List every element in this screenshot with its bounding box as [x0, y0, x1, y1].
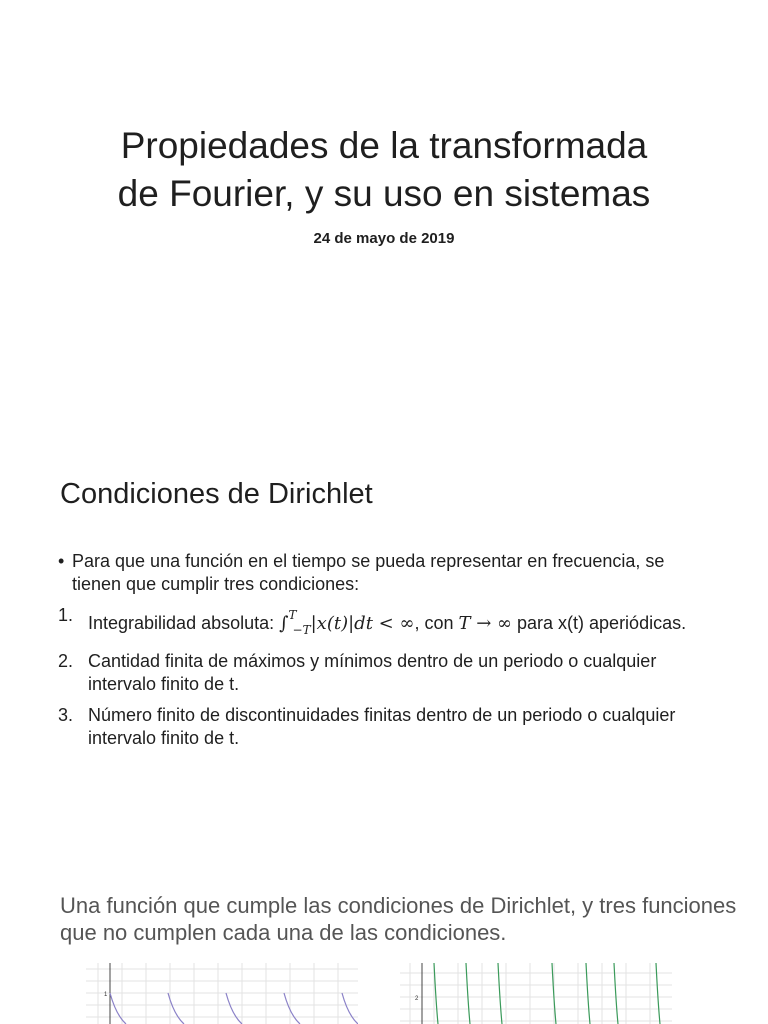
- plot-left-svg: [86, 963, 358, 1024]
- condition-3-number: 3.: [58, 705, 74, 725]
- condition-2: [58, 650, 718, 696]
- plot-right-curve-1: [434, 963, 438, 1024]
- limit-expression: T → ∞: [458, 613, 513, 634]
- examples-caption: Una función que cumple las condiciones de Dirichlet, y tres funciones que no cumplen cada una de las condiciones.: [60, 893, 737, 945]
- condition-3-text: Número finito de discontinuidades finitas dentro de un periodo o cualquier intervalo finito de t.: [88, 705, 676, 748]
- title-line-2: de Fourier, y su uso en sistemas: [117, 173, 651, 214]
- presentation-date: 24 de mayo de 2019: [313, 230, 455, 247]
- plot-right-svg: [400, 963, 672, 1024]
- dirichlet-heading: Condiciones de Dirichlet: [60, 478, 373, 510]
- integral-expression: ∫$^T_{-T}$|x(t)|dt < ∞: [279, 608, 415, 637]
- condition-2-text: Cantidad finita de máximos y mínimos dentro de un periodo o cualquier intervalo finito de t.: [88, 651, 657, 694]
- plot-right-curve-7: [656, 963, 660, 1024]
- plot-left-y-tick: 1: [104, 992, 108, 998]
- condition-3: [58, 704, 718, 750]
- dirichlet-plot-right: [400, 963, 672, 1024]
- title-line-1: Propiedades de la transformada: [120, 125, 648, 166]
- condition-1-prefix: Integrabilidad absoluta:: [88, 613, 280, 633]
- plot-right-curve-3: [498, 963, 502, 1024]
- condition-1-number: 1.: [58, 605, 74, 625]
- integrand: |x(t)|dt < ∞: [310, 613, 415, 634]
- integral-lower-limit: −T: [292, 623, 311, 637]
- plot-right-y-tick: 2: [415, 996, 419, 1002]
- presentation-title: [0, 122, 768, 218]
- plot-left-curve-3: [226, 993, 242, 1024]
- condition-2-number: 2.: [58, 651, 74, 671]
- plot-left-curve-4: [284, 993, 300, 1024]
- condition-1-con: , con: [414, 613, 459, 633]
- condition-1-suffix: para x(t) aperiódicas.: [512, 613, 687, 633]
- plot-right-curve-5: [586, 963, 590, 1024]
- plot-left-curves: [110, 993, 358, 1024]
- plot-left-curve-1: [110, 993, 126, 1024]
- integral-upper-limit: T: [288, 608, 297, 622]
- plot-right-grid: [400, 963, 672, 1024]
- dirichlet-plot-left: [86, 963, 358, 1024]
- plot-left-curve-5: [342, 993, 358, 1024]
- plot-left-grid: [86, 963, 358, 1024]
- condition-1: [58, 604, 718, 642]
- dirichlet-body: [58, 550, 718, 758]
- intro-bullet: • Para que una función en el tiempo se pueda representar en frecuencia, se tienen que cumplir tres condiciones:: [58, 550, 718, 596]
- plot-right-curve-2: [466, 963, 470, 1024]
- plot-right-curve-6: [614, 963, 618, 1024]
